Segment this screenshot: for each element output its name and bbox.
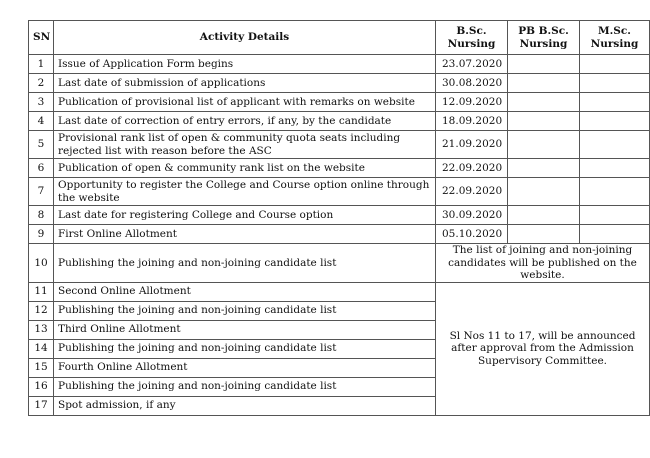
row-bsc-date: 30.09.2020 [436, 206, 508, 225]
row-activity: Publishing the joining and non-joining candidate list [54, 339, 436, 358]
row-activity: Publishing the joining and non-joining candidate list [54, 377, 436, 396]
row-msc-date [580, 55, 650, 74]
table-row [29, 282, 650, 301]
header-msc-line2: Nursing [590, 37, 639, 50]
row-activity: Second Online Allotment [54, 282, 436, 301]
row-pbbsc-date [508, 206, 580, 225]
table-row [29, 178, 650, 206]
row-bsc-date: 12.09.2020 [436, 93, 508, 112]
row-activity: First Online Allotment [54, 225, 436, 244]
row-msc-date [580, 93, 650, 112]
row-activity: Fourth Online Allotment [54, 358, 436, 377]
row-msc-date [580, 225, 650, 244]
row-pbbsc-date [508, 159, 580, 178]
row-pbbsc-date [508, 225, 580, 244]
row-pbbsc-date [508, 131, 580, 159]
row-activity: Publication of provisional list of applicant with remarks on website [54, 93, 436, 112]
row-sn: 4 [29, 112, 54, 131]
row-sn: 16 [29, 377, 54, 396]
row-sn: 14 [29, 339, 54, 358]
admission-schedule-table [28, 20, 650, 416]
row-bsc-date: 30.08.2020 [436, 74, 508, 93]
row-msc-date [580, 206, 650, 225]
row-pbbsc-date [508, 112, 580, 131]
row-activity: Publishing the joining and non-joining candidate list [54, 244, 436, 283]
row-activity: Spot admission, if any [54, 396, 436, 415]
header-row [29, 21, 650, 55]
header-bsc [436, 21, 508, 55]
table-row [29, 55, 650, 74]
header-activity: Activity Details [54, 21, 436, 55]
row-msc-date [580, 159, 650, 178]
header-msc-line1: M.Sc. [598, 25, 631, 37]
table-row [29, 159, 650, 178]
header-bsc-line1: B.Sc. [456, 25, 487, 37]
row-msc-date [580, 131, 650, 159]
row-activity: Issue of Application Form begins [54, 55, 436, 74]
row-pbbsc-date [508, 93, 580, 112]
header-sn: SN [29, 21, 54, 55]
row-sn: 1 [29, 55, 54, 74]
row-activity: Last date for registering College and Course option [54, 206, 436, 225]
row-sn: 6 [29, 159, 54, 178]
row-activity: Third Online Allotment [54, 320, 436, 339]
row-pbbsc-date [508, 74, 580, 93]
row-sn: 12 [29, 301, 54, 320]
header-msc [580, 21, 650, 55]
row-bsc-date: 22.09.2020 [436, 178, 508, 206]
row-sn: 2 [29, 74, 54, 93]
row-sn: 7 [29, 178, 54, 206]
row-pbbsc-date [508, 55, 580, 74]
row-msc-date [580, 178, 650, 206]
row-sn: 17 [29, 396, 54, 415]
row-pbbsc-date [508, 178, 580, 206]
row-activity: Opportunity to register the College and Course option online through the website [54, 178, 436, 206]
row-activity: Last date of submission of applications [54, 74, 436, 93]
row-bsc-date: 22.09.2020 [436, 159, 508, 178]
row-sn: 3 [29, 93, 54, 112]
header-pbbsc [508, 21, 580, 55]
row-bsc-date: 05.10.2020 [436, 225, 508, 244]
row-sn: 13 [29, 320, 54, 339]
row-bsc-date: 18.09.2020 [436, 112, 508, 131]
row-msc-date [580, 112, 650, 131]
row-sn: 5 [29, 131, 54, 159]
table-row [29, 112, 650, 131]
announcement-note: Sl Nos 11 to 17, will be announced after approval from the Admission Supervisory Committee. [436, 282, 650, 415]
row-sn: 9 [29, 225, 54, 244]
table-row [29, 225, 650, 244]
row-sn: 10 [29, 244, 54, 283]
row-activity: Last date of correction of entry errors, if any, by the candidate [54, 112, 436, 131]
table-row [29, 74, 650, 93]
table-row [29, 131, 650, 159]
row-msc-date [580, 74, 650, 93]
row-sn: 11 [29, 282, 54, 301]
row-activity: Provisional rank list of open & community quota seats including rejected list with reason before the ASC [54, 131, 436, 159]
row-sn: 15 [29, 358, 54, 377]
header-pbbsc-line1: PB B.Sc. [518, 25, 569, 37]
row-bsc-date: 23.07.2020 [436, 55, 508, 74]
row-activity: Publishing the joining and non-joining candidate list [54, 301, 436, 320]
row-bsc-date: 21.09.2020 [436, 131, 508, 159]
table-row [29, 93, 650, 112]
joining-list-note: The list of joining and non-joining candidates will be published on the website. [436, 244, 650, 283]
table-row [29, 206, 650, 225]
header-pbbsc-line2: Nursing [519, 37, 568, 50]
row-sn: 8 [29, 206, 54, 225]
header-bsc-line2: Nursing [447, 37, 496, 50]
table-row [29, 244, 650, 283]
row-activity: Publication of open & community rank list on the website [54, 159, 436, 178]
